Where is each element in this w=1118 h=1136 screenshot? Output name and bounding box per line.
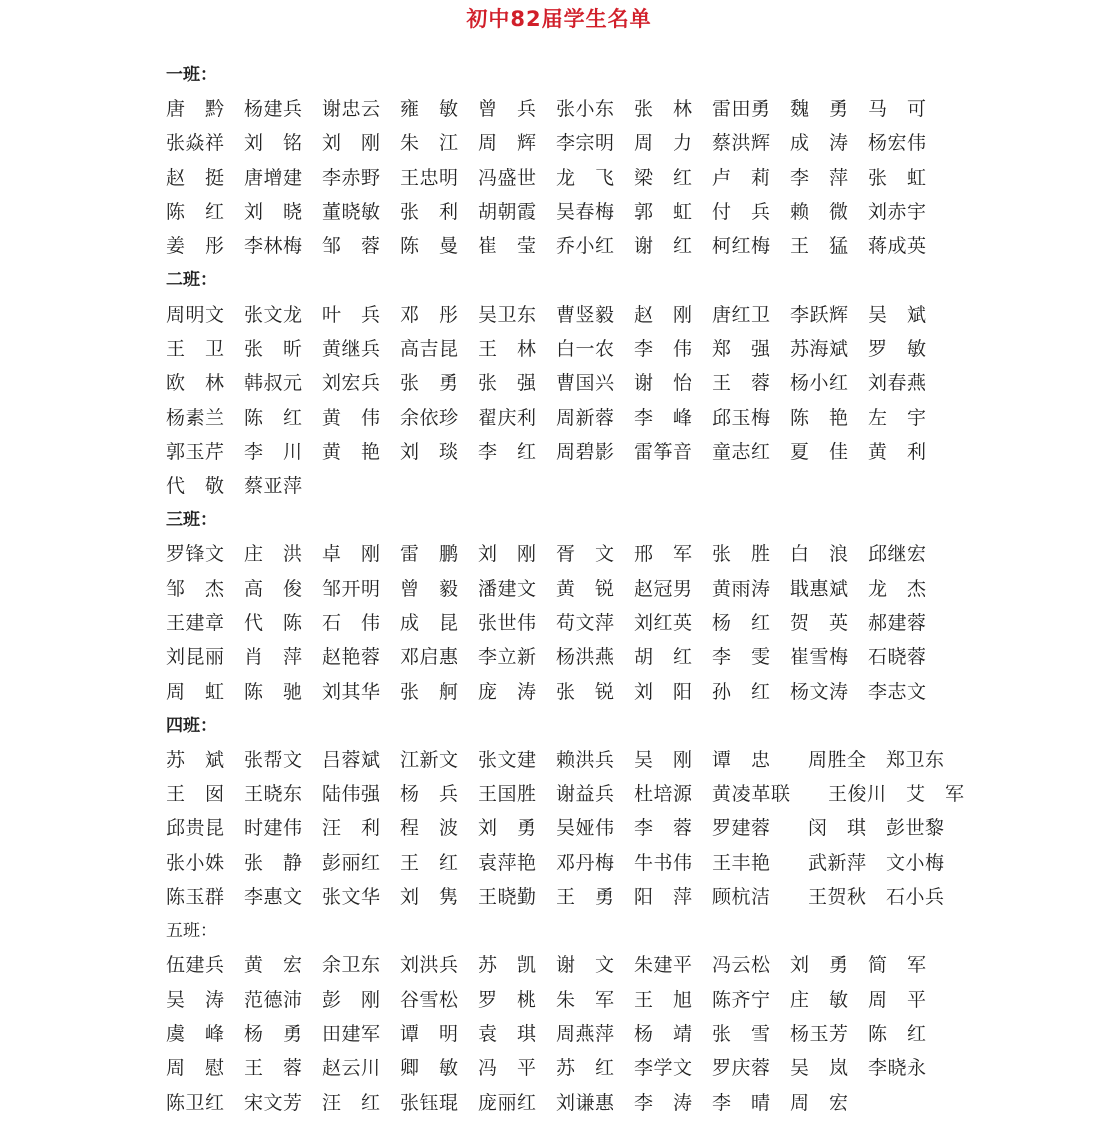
student-name: 张 世 伟 (478, 612, 536, 634)
name-row (166, 572, 1066, 606)
student-name: 姜 彤 (166, 235, 224, 258)
student-name: 程 波 (400, 817, 458, 840)
student-name: 邱 玉 梅 (712, 406, 770, 429)
student-name: 苏 斌 (166, 748, 224, 771)
student-name: 吴 娅 伟 (556, 817, 614, 840)
student-name: 郑 卫 东 (886, 748, 944, 771)
student-name: 张 胜 (712, 543, 770, 566)
student-name: 石 小 兵 (886, 886, 944, 909)
student-name: 杨 勇 (244, 1022, 302, 1045)
student-name: 王 贺 秋 (808, 886, 866, 909)
student-name: 宋 文 芳 (244, 1091, 302, 1114)
student-name: 李 跃 辉 (790, 303, 848, 326)
student-name: 童 志 红 (712, 440, 770, 463)
name-row (166, 126, 1066, 160)
student-name: 陈 曼 (400, 235, 458, 258)
student-name: 李 学 文 (634, 1057, 692, 1080)
student-name: 李 赤 野 (322, 166, 380, 189)
student-name: 代 敬 (166, 475, 224, 498)
student-name: 王 蓉 (712, 372, 770, 395)
student-name: 孙 红 (712, 680, 770, 703)
student-name: 李 晓 永 (868, 1057, 926, 1080)
student-name: 黄 雨 涛 (712, 577, 770, 600)
student-name: 贺 英 (790, 612, 848, 634)
student-name: 代 陈 (244, 612, 302, 634)
student-name: 黄 宏 (244, 954, 302, 977)
student-name: 虞 峰 (166, 1022, 224, 1045)
student-name: 周 慰 (166, 1057, 224, 1080)
student-name: 刘 昆 丽 (166, 646, 224, 669)
student-name: 董 晓 敏 (322, 201, 380, 224)
student-name: 苏 凯 (478, 954, 536, 977)
name-row (166, 743, 1066, 777)
student-name: 韩 叔 元 (244, 372, 302, 395)
class-label: 四班： (166, 715, 217, 736)
student-name: 庄 敏 (790, 988, 848, 1011)
name-row (166, 1051, 1066, 1085)
student-name: 胡 朝 霞 (478, 201, 536, 224)
student-name: 冯 盛 世 (478, 166, 536, 189)
student-name: 罗 建 蓉 (712, 817, 770, 840)
student-name: 周 明 文 (166, 303, 224, 326)
student-name: 伍 建 兵 (166, 954, 224, 977)
student-name: 阳 萍 (634, 886, 692, 909)
student-name: 雍 敏 (400, 98, 458, 121)
student-name: 王 忠 明 (400, 166, 458, 189)
student-name: 黄 锐 (556, 577, 614, 600)
student-name: 张 文 华 (322, 886, 380, 909)
student-name: 李 伟 (634, 337, 692, 360)
student-name: 张 文 龙 (244, 303, 302, 326)
student-name: 张 利 (400, 201, 458, 224)
student-name: 陈 玉 群 (166, 886, 224, 909)
student-name: 周 宏 (790, 1091, 848, 1114)
name-row (166, 1017, 1066, 1051)
student-name: 杨 靖 (634, 1022, 692, 1045)
student-name: 杨 兵 (400, 783, 458, 806)
student-name: 张 林 (634, 98, 692, 121)
student-name: 周 平 (868, 988, 926, 1011)
student-name: 陈 卫 红 (166, 1091, 224, 1114)
student-name: 谢 红 (634, 235, 692, 258)
student-name: 邓 丹 梅 (556, 851, 614, 874)
student-name: 梁 红 (634, 166, 692, 189)
student-name: 王 卫 (166, 337, 224, 360)
student-name: 张 雪 (712, 1022, 770, 1045)
student-name: 龙 杰 (868, 577, 926, 600)
student-name: 蔡 亚 萍 (244, 475, 302, 498)
student-name: 刘 刚 (322, 132, 380, 155)
student-name: 周 虹 (166, 680, 224, 703)
student-name: 石 晓 蓉 (868, 646, 926, 669)
name-row (166, 777, 1066, 811)
student-name: 谢 益 兵 (556, 783, 614, 806)
student-name: 王 建 章 (166, 612, 224, 634)
student-name: 陈 红 (868, 1022, 926, 1045)
student-name: 唐 红 卫 (712, 303, 770, 326)
student-name: 杨 小 红 (790, 372, 848, 395)
student-name: 谢 忠 云 (322, 98, 380, 121)
name-row (166, 435, 1066, 469)
student-name: 李 立 新 (478, 646, 536, 669)
name-row (166, 537, 1066, 571)
name-row (166, 161, 1066, 195)
student-name: 李 宗 明 (556, 132, 614, 155)
student-name: 杨 洪 燕 (556, 646, 614, 669)
student-name: 吴 刚 (634, 748, 692, 771)
student-name: 付 兵 (712, 201, 770, 224)
student-name: 吴 春 梅 (556, 201, 614, 224)
student-name: 黄 凌 革 联 (712, 783, 790, 806)
student-name: 潘 建 文 (478, 577, 536, 600)
student-name: 李 涛 (634, 1091, 692, 1114)
student-name: 郭 玉 芹 (166, 440, 224, 463)
student-name: 邓 启 惠 (400, 646, 458, 669)
student-name: 李 红 (478, 440, 536, 463)
student-name: 邹 开 明 (322, 577, 380, 600)
student-name: 肖 萍 (244, 646, 302, 669)
student-name: 邹 杰 (166, 577, 224, 600)
student-name: 张 静 (244, 851, 302, 874)
student-name: 吴 斌 (868, 303, 926, 326)
student-name: 牛 书 伟 (634, 851, 692, 874)
student-name: 郝 建 蓉 (868, 612, 926, 634)
student-name: 王 勇 (556, 886, 614, 909)
student-name: 杨 建 兵 (244, 98, 302, 121)
student-name: 崔 雪 梅 (790, 646, 848, 669)
student-name: 谭 忠 (712, 748, 770, 771)
student-name: 卓 刚 (322, 543, 380, 566)
student-name: 夏 佳 (790, 440, 848, 463)
student-name: 陈 红 (244, 406, 302, 429)
student-name: 胥 文 (556, 543, 614, 566)
student-name: 苟 文 萍 (556, 612, 614, 634)
name-row (166, 229, 1066, 263)
student-name: 卿 敏 (400, 1057, 458, 1080)
name-row (166, 297, 1066, 331)
student-name: 王 林 (478, 337, 536, 360)
student-name: 张 小 东 (556, 98, 614, 121)
student-name: 张 钰 琨 (400, 1091, 458, 1114)
student-name: 唐 增 建 (244, 166, 302, 189)
student-name: 魏 勇 (790, 98, 848, 121)
student-name: 张 帮 文 (244, 748, 302, 771)
student-name: 雷 筝 音 (634, 440, 692, 463)
student-name: 赵 挺 (166, 166, 224, 189)
student-roster (166, 58, 1066, 1120)
student-name: 黄 利 (868, 440, 926, 463)
student-name: 郭 虹 (634, 201, 692, 224)
student-name: 郑 强 (712, 337, 770, 360)
student-name: 刘 赤 宇 (868, 201, 926, 224)
name-row (166, 332, 1066, 366)
student-name: 刘 宏 兵 (322, 372, 380, 395)
student-name: 张 勇 (400, 372, 458, 395)
student-name: 汪 红 (322, 1091, 380, 1114)
student-name: 曾 兵 (478, 98, 536, 121)
student-name: 苏 红 (556, 1057, 614, 1080)
student-name: 刘 勇 (790, 954, 848, 977)
student-name: 王 蓉 (244, 1057, 302, 1080)
student-name: 朱 江 (400, 132, 458, 155)
class-label: 一班： (166, 65, 217, 85)
class-label: 三班： (166, 510, 217, 531)
student-name: 张 小 姝 (166, 851, 224, 874)
student-name: 张 焱 祥 (166, 132, 224, 155)
student-name: 刘 隽 (400, 886, 458, 909)
student-name: 冯 平 (478, 1057, 536, 1080)
student-name: 高 俊 (244, 577, 302, 600)
student-name: 卢 莉 (712, 166, 770, 189)
student-name: 谷 雪 松 (400, 988, 458, 1011)
student-name: 彭 刚 (322, 988, 380, 1011)
name-row (166, 606, 1066, 640)
class-label: 五班： (166, 921, 217, 942)
student-name: 谢 怡 (634, 372, 692, 395)
student-name: 邱 继 宏 (868, 543, 926, 566)
student-name: 杨 红 (712, 612, 770, 634)
student-name: 刘 洪 兵 (400, 954, 458, 977)
name-row (166, 400, 1066, 434)
student-name: 余 依 珍 (400, 406, 458, 429)
student-name: 罗 敏 (868, 337, 926, 360)
student-name: 田 建 军 (322, 1022, 380, 1045)
student-name: 李 雯 (712, 646, 770, 669)
student-name: 李 惠 文 (244, 886, 302, 909)
student-name: 时 建 伟 (244, 817, 302, 840)
class-label: 二班： (166, 270, 217, 291)
student-name: 王 囡 (166, 783, 224, 806)
name-row (166, 811, 1066, 845)
student-name: 袁 琪 (478, 1022, 536, 1045)
student-name: 庞 涛 (478, 680, 536, 703)
student-name: 李 峰 (634, 406, 692, 429)
student-name: 王 晓 勤 (478, 886, 536, 909)
student-name: 罗 桃 (478, 988, 536, 1011)
student-name: 谢 文 (556, 954, 614, 977)
student-name: 王 猛 (790, 235, 848, 258)
student-name: 白 一 农 (556, 337, 614, 360)
student-name: 欧 林 (166, 372, 224, 395)
name-row (166, 469, 1066, 503)
student-name: 汪 利 (322, 817, 380, 840)
student-name: 周 燕 萍 (556, 1022, 614, 1045)
student-name: 陈 驰 (244, 680, 302, 703)
student-name: 王 俊 川 (828, 783, 886, 806)
student-name: 邱 贵 昆 (166, 817, 224, 840)
name-row (166, 674, 1066, 708)
student-name: 陆 伟 强 (322, 783, 380, 806)
student-name: 陈 艳 (790, 406, 848, 429)
student-name: 吴 涛 (166, 988, 224, 1011)
student-name: 马 可 (868, 98, 926, 121)
name-row (166, 195, 1066, 229)
student-name: 张 虹 (868, 166, 926, 189)
student-name: 戢 惠 斌 (790, 577, 848, 600)
name-row (166, 640, 1066, 674)
student-name: 蔡 洪 辉 (712, 132, 770, 155)
student-name: 罗 庆 蓉 (712, 1057, 770, 1080)
name-row (166, 92, 1066, 126)
student-name: 杨 素 兰 (166, 406, 224, 429)
student-name: 胡 红 (634, 646, 692, 669)
student-name: 杨 文 涛 (790, 680, 848, 703)
student-name: 刘 春 燕 (868, 372, 926, 395)
student-name: 曾 毅 (400, 577, 458, 600)
student-name: 周 胜 全 (808, 748, 866, 771)
name-row (166, 366, 1066, 400)
student-name: 李 萍 (790, 166, 848, 189)
student-name: 唐 黔 (166, 98, 224, 121)
student-name: 赵 冠 男 (634, 577, 692, 600)
student-name: 张 昕 (244, 337, 302, 360)
student-name: 李 晴 (712, 1091, 770, 1114)
student-name: 赵 云 川 (322, 1057, 380, 1080)
student-name: 王 丰 艳 (712, 851, 770, 874)
student-name: 刘 铭 (244, 132, 302, 155)
student-name: 吴 卫 东 (478, 303, 536, 326)
student-name: 翟 庆 利 (478, 406, 536, 429)
student-name: 范 德 沛 (244, 988, 302, 1011)
student-name: 陈 齐 宁 (712, 988, 770, 1011)
student-name: 周 新 蓉 (556, 406, 614, 429)
student-name: 简 军 (868, 954, 926, 977)
student-name: 庄 洪 (244, 543, 302, 566)
name-row (166, 1085, 1066, 1119)
student-name: 庞 丽 红 (478, 1091, 536, 1114)
student-name: 吕 蓉 斌 (322, 748, 380, 771)
student-name: 邓 彤 (400, 303, 458, 326)
student-name: 袁 萍 艳 (478, 851, 536, 874)
student-name: 黄 艳 (322, 440, 380, 463)
student-name: 赖 洪 兵 (556, 748, 614, 771)
student-name: 刘 谦 惠 (556, 1091, 614, 1114)
student-name: 罗 锋 文 (166, 543, 224, 566)
student-name: 张 文 建 (478, 748, 536, 771)
student-name: 王 国 胜 (478, 783, 536, 806)
student-name: 李 蓉 (634, 817, 692, 840)
student-name: 赵 刚 (634, 303, 692, 326)
student-name: 张 舸 (400, 680, 458, 703)
student-name: 彭 世 黎 (886, 817, 944, 840)
student-name: 彭 丽 红 (322, 851, 380, 874)
student-name: 周 力 (634, 132, 692, 155)
student-name: 顾 杭 洁 (712, 886, 770, 909)
student-name: 赵 艳 蓉 (322, 646, 380, 669)
student-name: 陈 红 (166, 201, 224, 224)
student-name: 李 川 (244, 440, 302, 463)
student-name: 杨 宏 伟 (868, 132, 926, 155)
student-name: 邢 军 (634, 543, 692, 566)
student-name: 朱 建 平 (634, 954, 692, 977)
student-name: 张 强 (478, 372, 536, 395)
student-name: 张 锐 (556, 680, 614, 703)
student-name: 叶 兵 (322, 303, 380, 326)
student-name: 龙 飞 (556, 166, 614, 189)
student-name: 黄 伟 (322, 406, 380, 429)
student-name: 邹 蓉 (322, 235, 380, 258)
student-name: 杜 培 源 (634, 783, 692, 806)
student-name: 成 涛 (790, 132, 848, 155)
student-name: 石 伟 (322, 612, 380, 634)
student-name: 刘 琰 (400, 440, 458, 463)
page-title: 初中82届学生名单 (466, 7, 652, 31)
student-name: 柯 红 梅 (712, 235, 770, 258)
student-name: 艾 军 (906, 783, 964, 806)
student-name: 刘 晓 (244, 201, 302, 224)
student-name: 成 昆 (400, 612, 458, 634)
student-name: 白 浪 (790, 543, 848, 566)
student-name: 黄 继 兵 (322, 337, 380, 360)
student-name: 李 志 文 (868, 680, 926, 703)
student-name: 刘 其 华 (322, 680, 380, 703)
student-name: 苏 海 斌 (790, 337, 848, 360)
student-name: 左 宇 (868, 406, 926, 429)
student-name: 曹 国 兴 (556, 372, 614, 395)
student-name: 曹 竖 毅 (556, 303, 614, 326)
student-name: 余 卫 东 (322, 954, 380, 977)
student-name: 刘 阳 (634, 680, 692, 703)
name-row (166, 880, 1066, 914)
name-row (166, 948, 1066, 982)
student-name: 闵 琪 (808, 817, 866, 840)
student-name: 乔 小 红 (556, 235, 614, 258)
student-name: 吴 岚 (790, 1057, 848, 1080)
student-name: 王 晓 东 (244, 783, 302, 806)
student-name: 崔 莹 (478, 235, 536, 258)
student-name: 高 吉 昆 (400, 337, 458, 360)
student-name: 王 红 (400, 851, 458, 874)
student-name: 文 小 梅 (886, 851, 944, 874)
student-name: 武 新 萍 (808, 851, 866, 874)
student-name: 江 新 文 (400, 748, 458, 771)
student-name: 冯 云 松 (712, 954, 770, 977)
name-row (166, 983, 1066, 1017)
student-name: 刘 刚 (478, 543, 536, 566)
student-name: 刘 勇 (478, 817, 536, 840)
student-name: 刘 红 英 (634, 612, 692, 634)
student-name: 王 旭 (634, 988, 692, 1011)
student-name: 朱 军 (556, 988, 614, 1011)
name-row (166, 846, 1066, 880)
student-name: 周 辉 (478, 132, 536, 155)
student-name: 周 碧 影 (556, 440, 614, 463)
student-name: 杨 玉 芳 (790, 1022, 848, 1045)
student-name: 李 林 梅 (244, 235, 302, 258)
student-name: 赖 微 (790, 201, 848, 224)
student-name: 雷 鹏 (400, 543, 458, 566)
student-name: 雷 田 勇 (712, 98, 770, 121)
student-name: 谭 明 (400, 1022, 458, 1045)
student-name: 蒋 成 英 (868, 235, 926, 258)
